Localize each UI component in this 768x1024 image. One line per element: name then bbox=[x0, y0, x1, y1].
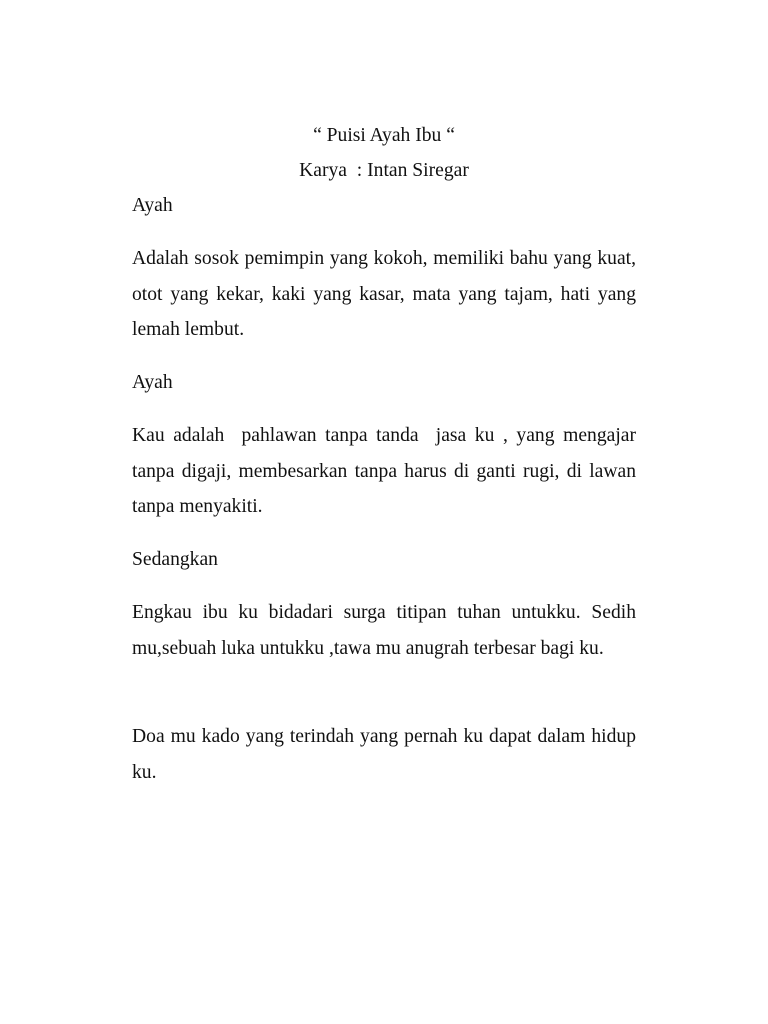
paragraph-ayah-heading-1: Ayah bbox=[132, 195, 173, 216]
paragraph-doa: Doa mu kado yang terindah yang pernah ku dapat dalam hidup ku. bbox=[132, 726, 641, 783]
poem-title: “ Puisi Ayah Ibu “ bbox=[313, 125, 455, 146]
paragraph-ayah-hero: Kau adalah pahlawan tanpa tanda jasa ku , yang mengajar tanpa digaji, membesarkan tanpa harus di ganti rugi, di lawan tanpa menyakiti. bbox=[132, 425, 641, 517]
paragraph-ibu: Engkau ibu ku bidadari surga titipan tuhan untukku. Sedih mu,sebuah luka untukku ,tawa mu anugrah terbesar bagi ku. bbox=[132, 602, 641, 659]
paragraph-ayah-description: Adalah sosok pemimpin yang kokoh, memiliki bahu yang kuat, otot yang kekar, kaki yang kasar, mata yang tajam, hati yang lemah lembut. bbox=[132, 248, 641, 340]
poem-author: Karya : Intan Siregar bbox=[299, 160, 469, 181]
paragraph-sedangkan: Sedangkan bbox=[132, 549, 218, 570]
paragraph-ayah-heading-2: Ayah bbox=[132, 372, 173, 393]
